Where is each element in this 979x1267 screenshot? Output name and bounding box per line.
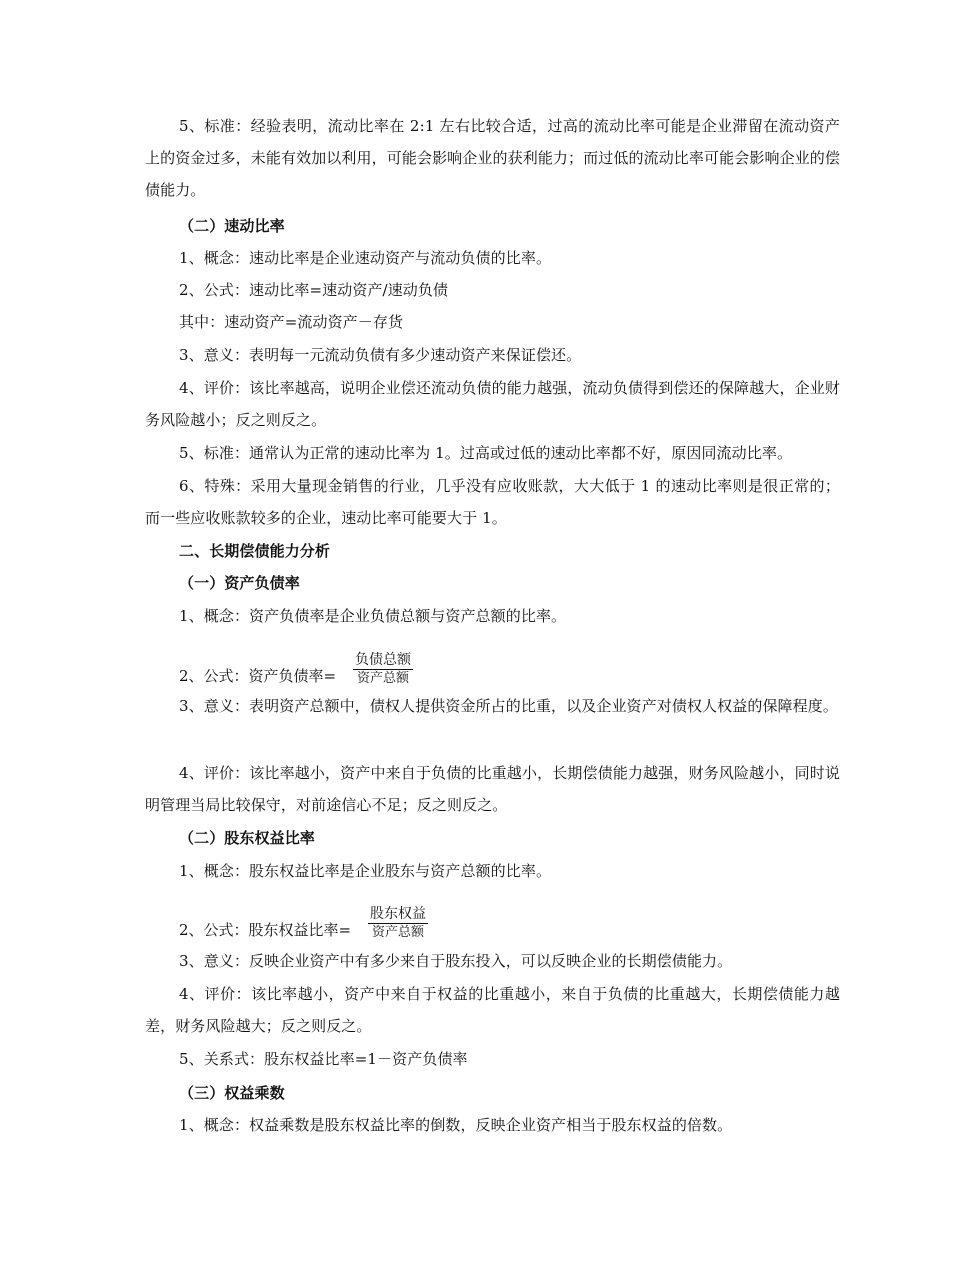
heading-quick-ratio: （二）速动比率 bbox=[179, 217, 285, 235]
paragraph-equity-ratio-relation: 5、关系式：股东权益比率=1－资产负债率 bbox=[179, 1050, 468, 1068]
fraction-numerator: 负债总额 bbox=[355, 652, 411, 668]
fraction-denominator: 资产总额 bbox=[371, 925, 424, 940]
fraction-equity-ratio bbox=[368, 905, 428, 942]
heading-debt-ratio: （一）资产负债率 bbox=[179, 574, 300, 592]
paragraph-quick-ratio-formula-note: 其中：速动资产=流动资产－存货 bbox=[179, 313, 404, 331]
fraction-numerator: 股东权益 bbox=[370, 906, 426, 922]
paragraph-equity-ratio-concept: 1、概念：股东权益比率是企业股东与资产总额的比率。 bbox=[179, 862, 552, 880]
paragraph-quick-ratio-formula: 2、公式：速动比率=速动资产/速动负债 bbox=[179, 281, 449, 299]
paragraph-debt-ratio-concept: 1、概念：资产负债率是企业负债总额与资产总额的比率。 bbox=[179, 607, 567, 625]
paragraph-quick-ratio-special: 6、特殊：采用大量现金销售的行业，几乎没有应收账款，大大低于 1 的速动比率则是很正常的；而一些应收账款较多的企业，速动比率可能要大于 1。 bbox=[145, 477, 840, 527]
paragraph-quick-ratio-concept: 1、概念：速动比率是企业速动资产与流动负债的比率。 bbox=[179, 249, 552, 267]
formula-debt-ratio bbox=[179, 638, 439, 688]
formula-equity-ratio bbox=[179, 892, 459, 942]
heading-long-term-solvency: 二、长期偿债能力分析 bbox=[179, 542, 331, 560]
paragraph-quick-ratio-standard: 5、标准：通常认为正常的速动比率为 1。过高或过低的速动比率都不好，原因同流动比率。 bbox=[179, 444, 793, 462]
paragraph-debt-ratio-meaning: 3、意义：表明资产总额中，债权人提供资金所占的比重，以及企业资产对债权人权益的保障程度。 bbox=[179, 697, 838, 715]
paragraph-quick-ratio-evaluation: 4、评价：该比率越高，说明企业偿还流动负债的能力越强，流动负债得到偿还的保障越大，企业财务风险越小；反之则反之。 bbox=[145, 379, 840, 429]
paragraph-current-ratio-standard: 5、标准：经验表明，流动比率在 2:1 左右比较合适，过高的流动比率可能是企业滞留在流动资产上的资金过多，未能有效加以利用，可能会影响企业的获利能力；而过低的流动比率可能会影响企业的偿债能力。 bbox=[145, 117, 840, 199]
fraction-debt-ratio bbox=[353, 651, 413, 688]
paragraph-quick-ratio-meaning: 3、意义：表明每一元流动负债有多少速动资产来保证偿还。 bbox=[179, 346, 582, 364]
paragraph-equity-ratio-evaluation: 4、评价：该比率越小，资产中来自于权益的比重越小，来自于负债的比重越大，长期偿债能力越差，财务风险越大；反之则反之。 bbox=[145, 985, 840, 1035]
formula-equity-ratio-label: 2、公式：股东权益比率= bbox=[179, 921, 352, 939]
paragraph-debt-ratio-evaluation: 4、评价：该比率越小，资产中来自于负债的比重越小，长期偿债能力越强，财务风险越小，同时说明管理当局比较保守，对前途信心不足；反之则反之。 bbox=[145, 764, 840, 814]
heading-equity-ratio: （二）股东权益比率 bbox=[179, 829, 315, 847]
fraction-denominator: 资产总额 bbox=[356, 671, 409, 686]
paragraph-equity-multiplier-concept: 1、概念：权益乘数是股东权益比率的倒数，反映企业资产相当于股东权益的倍数。 bbox=[179, 1116, 733, 1134]
formula-debt-ratio-label: 2、公式：资产负债率= bbox=[179, 667, 337, 685]
heading-equity-multiplier: （三）权益乘数 bbox=[179, 1084, 285, 1102]
paragraph-equity-ratio-meaning: 3、意义：反映企业资产中有多少来自于股东投入，可以反映企业的长期偿债能力。 bbox=[179, 952, 733, 970]
